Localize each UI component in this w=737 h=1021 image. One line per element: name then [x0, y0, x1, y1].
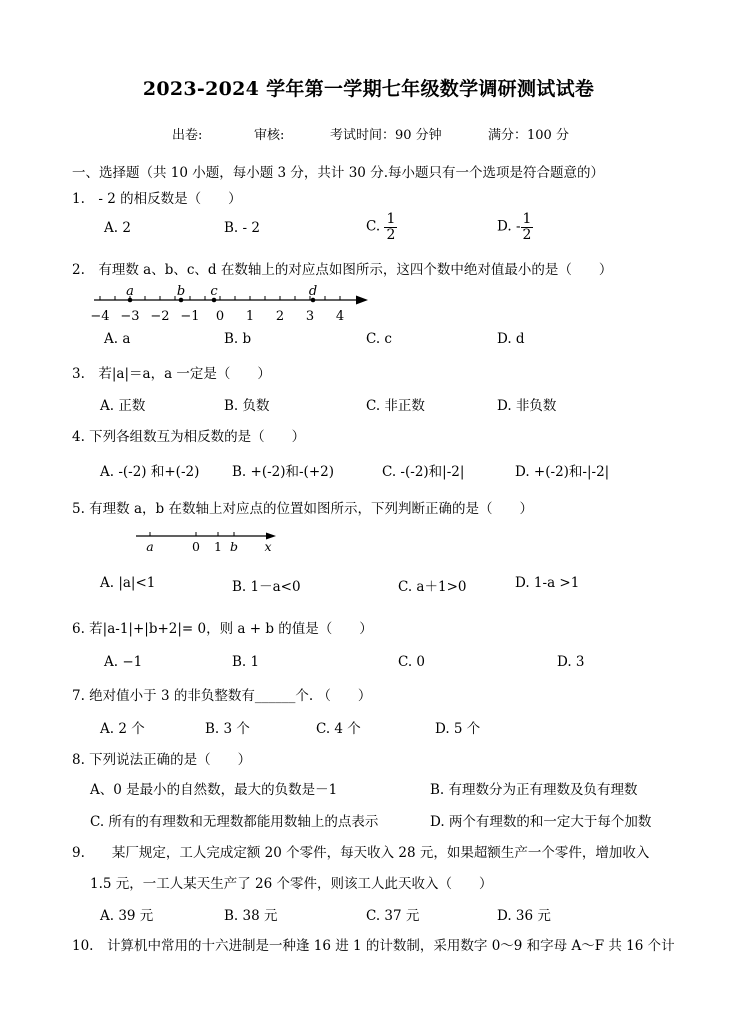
q2-point-label-c: c: [210, 284, 218, 299]
q1-c-denominator: 2: [386, 226, 396, 243]
q1-option-d: [497, 212, 533, 242]
q1-option-d-prefix: D.: [497, 218, 512, 235]
q3-option-b: B. 负数: [224, 398, 270, 414]
q2-point-label-d: d: [308, 284, 318, 299]
q2-option-d: D. d: [497, 331, 525, 347]
q2-tick-label: 2: [275, 309, 285, 324]
q2-tick-label: 4: [335, 309, 345, 324]
q1-option-b: B. - 2: [224, 220, 260, 236]
q9-option-b: B. 38 元: [224, 908, 278, 924]
q1-d-numerator: 1: [522, 211, 532, 227]
q4-stem: 4. 下列各组数互为相反数的是（ ）: [72, 429, 306, 445]
q2-option-a: A. a: [104, 331, 131, 347]
q7-option-b: B. 3 个: [205, 721, 250, 737]
reviewer-label: 审核:: [254, 128, 285, 143]
q3-option-d: D. 非负数: [497, 398, 557, 414]
q2-tick-label: −1: [180, 309, 200, 324]
q8-option-c: C. 所有的有理数和无理数都能用数轴上的点表示: [90, 814, 379, 830]
q1-stem: 1. - 2 的相反数是（ ）: [72, 191, 242, 207]
q6-option-a: A. −1: [104, 654, 143, 670]
q1-option-d-fraction: [521, 212, 534, 242]
q2-tick-label: 0: [215, 309, 225, 324]
q5-axis-label: b: [229, 539, 239, 554]
q6-option-b: B. 1: [232, 654, 260, 670]
q1-option-c: [366, 212, 397, 242]
q6-option-d: D. 3: [557, 654, 585, 670]
q6-stem: 6. 若|a-1|+|b+2|= 0，则 a + b 的值是（ ）: [72, 621, 373, 637]
q8-option-a: A、0 是最小的自然数，最大的负数是－1: [90, 782, 338, 798]
q3-option-a: A. 正数: [100, 398, 146, 414]
q5-option-b: B. 1－a<0: [232, 579, 301, 595]
q2-option-b: B. b: [224, 331, 252, 347]
q7-stem: 7. 绝对值小于 3 的非负整数有______个. （ ）: [72, 688, 372, 704]
q3-stem: 3. 若|a|＝a，a 一定是（ ）: [72, 366, 271, 382]
q5-axis-label: 1: [214, 539, 222, 554]
q2-option-c: C. c: [366, 331, 392, 347]
q2-point-label-b: b: [176, 284, 186, 299]
q8-stem: 8. 下列说法正确的是（ ）: [72, 752, 252, 768]
q3-option-c: C. 非正数: [366, 398, 425, 414]
q5-axis-label: a: [146, 539, 154, 554]
q8-option-b: B. 有理数分为正有理数及负有理数: [430, 782, 638, 798]
q2-axis-arrow: [356, 296, 368, 305]
q4-option-b: B. +(-2)和-(+2): [232, 464, 334, 480]
q5-option-a: A. |a|<1: [100, 575, 156, 591]
author-label: 出卷:: [172, 128, 203, 143]
q1-c-numerator: 1: [386, 211, 396, 227]
q6-option-c: C. 0: [398, 654, 426, 670]
q9-option-a: A. 39 元: [100, 908, 154, 924]
q8-option-d: D. 两个有理数的和一定大于每个加数: [430, 814, 652, 830]
exam-title: 2023-2024 学年第一学期七年级数学调研测试试卷: [142, 78, 595, 100]
q5-option-c: C. a＋1>0: [398, 579, 467, 595]
q10-stem: 10. 计算机中常用的十六进制是一种逢 16 进 1 的计数制，采用数字 0～9 和字母 A～F 共 16 个计: [72, 938, 675, 954]
q7-option-d: D. 5 个: [435, 721, 481, 737]
q5-stem: 5. 有理数 a，b 在数轴上对应点的位置如图所示，下列判断正确的是（ ）: [72, 501, 533, 517]
q5-axis-label: 0: [192, 539, 200, 554]
q4-option-c: C. -(-2)和|-2|: [382, 464, 465, 480]
q2-tick-label: 3: [305, 309, 315, 324]
q2-tick-label: −4: [90, 309, 110, 324]
q9-option-c: C. 37 元: [366, 908, 420, 924]
q9-stem-line1: 9. 某厂规定，工人完成定额 20 个零件，每天收入 28 元，如果超额生产一个零件，增加收入: [72, 845, 650, 861]
q4-option-a: A. -(-2) 和+(-2): [100, 464, 200, 480]
q2-point-label-a: a: [126, 284, 134, 299]
q2-number-line: [86, 282, 376, 326]
q5-axis-label: x: [264, 539, 272, 554]
q9-option-d: D. 36 元: [497, 908, 551, 924]
q2-tick-label: 1: [245, 309, 255, 324]
q5-number-line: [134, 528, 284, 556]
q1-option-a: A. 2: [104, 220, 131, 236]
q1-option-c-prefix: C.: [366, 218, 381, 235]
q7-option-a: A. 2 个: [100, 721, 145, 737]
section-heading: 一、选择题（共 10 小题，每小题 3 分，共计 30 分.每小题只有一个选项是符合题意的）: [72, 165, 604, 181]
q1-d-denominator: 2: [522, 226, 532, 243]
q5-option-d: D. 1-a >1: [515, 575, 580, 591]
exam-time: 考试时间：90 分钟: [330, 128, 442, 143]
full-score: 满分：100 分: [488, 128, 569, 143]
q7-option-c: C. 4 个: [316, 721, 361, 737]
q2-stem: 2. 有理数 a、b、c、d 在数轴上的对应点如图所示，这四个数中绝对值最小的是（ ）: [72, 262, 613, 278]
q1-option-c-fraction: [384, 212, 397, 242]
q9-stem-line2: 1.5 元，一工人某天生产了 26 个零件，则该工人此天收入（ ）: [90, 876, 493, 892]
q1-option-d-sign: -: [515, 218, 521, 235]
q5-ticks: [146, 532, 271, 554]
q2-tick-label: −3: [120, 309, 140, 324]
q2-tick-label: −2: [150, 309, 170, 324]
q4-option-d: D. +(-2)和-|-2|: [515, 464, 610, 480]
